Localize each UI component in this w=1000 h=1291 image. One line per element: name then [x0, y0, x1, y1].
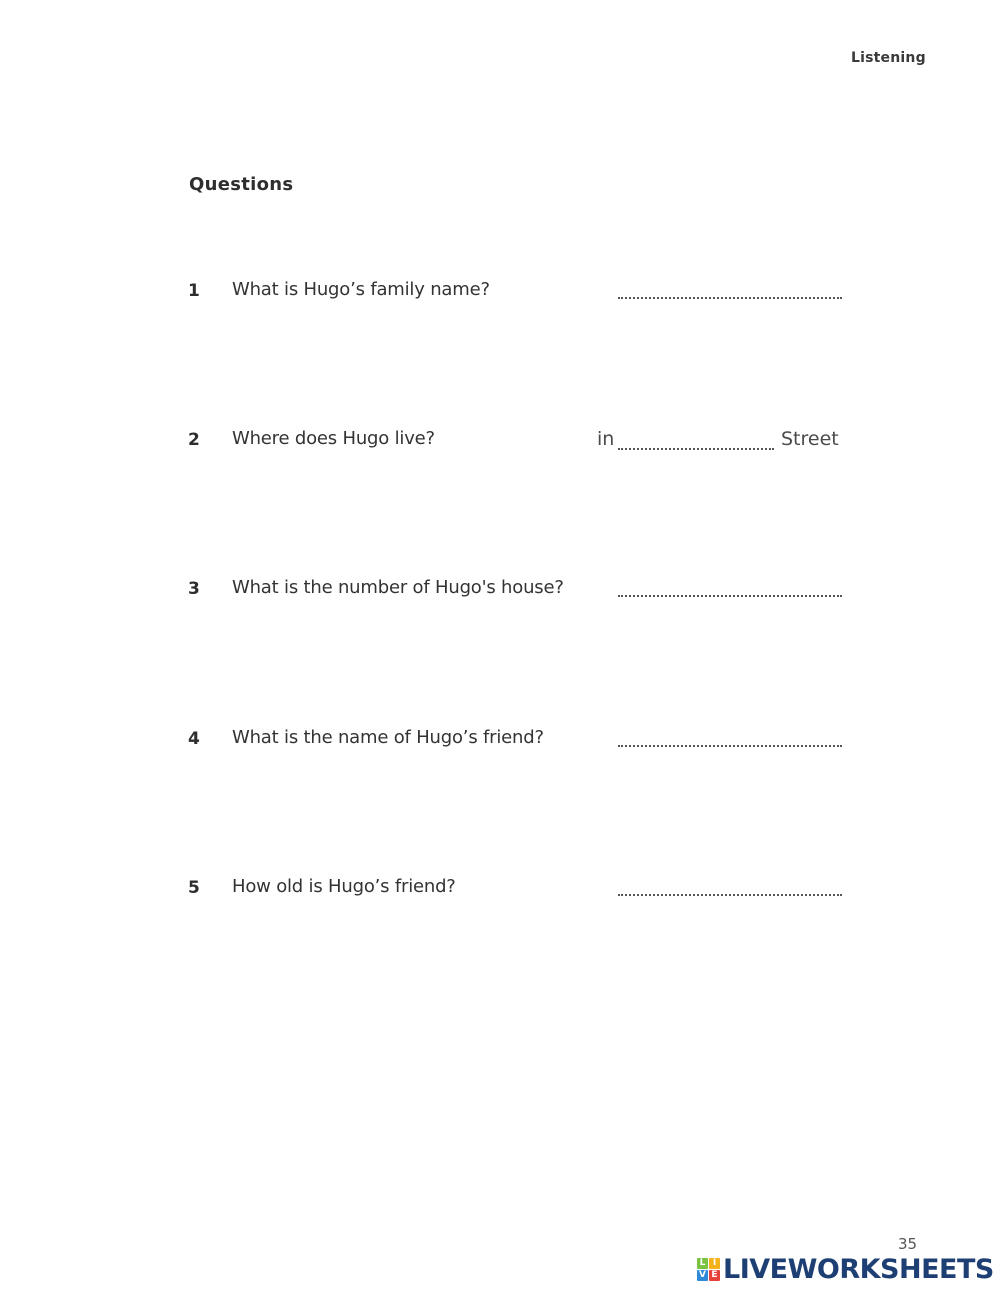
- section-label: Listening: [851, 50, 926, 66]
- question-text: What is the name of Hugo’s friend?: [232, 727, 544, 748]
- live-tiles-icon: [697, 1258, 720, 1281]
- question-number: 2: [188, 430, 200, 450]
- question-number: 4: [188, 729, 200, 749]
- answer-field-1[interactable]: [618, 297, 842, 299]
- answer-field-4[interactable]: [618, 745, 842, 747]
- question-text: Where does Hugo live?: [232, 428, 435, 449]
- question-text: What is the number of Hugo's house?: [232, 577, 564, 598]
- question-number: 1: [188, 281, 200, 301]
- question-5: [0, 870, 1000, 910]
- question-text: What is Hugo’s family name?: [232, 279, 490, 300]
- question-4: [0, 721, 1000, 761]
- question-text: How old is Hugo’s friend?: [232, 876, 456, 897]
- answer-field-5[interactable]: [618, 894, 842, 896]
- logo-tile-v: V: [697, 1270, 708, 1281]
- answer-suffix: Street: [781, 428, 839, 450]
- logo-tile-i: I: [709, 1258, 720, 1269]
- page-number: 35: [898, 1235, 918, 1253]
- question-2: [0, 422, 1000, 462]
- logo-tile-l: L: [697, 1258, 708, 1269]
- answer-prefix: in: [597, 428, 615, 450]
- question-number: 3: [188, 579, 200, 599]
- answer-field-2[interactable]: [618, 448, 774, 450]
- question-3: [0, 571, 1000, 611]
- watermark-text: LIVEWORKSHEETS: [723, 1253, 994, 1285]
- questions-heading: Questions: [189, 174, 294, 195]
- logo-tile-e: E: [709, 1270, 720, 1281]
- question-number: 5: [188, 878, 200, 898]
- question-1: [0, 273, 1000, 313]
- answer-group-2: [597, 426, 847, 458]
- liveworksheets-logo: [697, 1254, 994, 1284]
- answer-field-3[interactable]: [618, 595, 842, 597]
